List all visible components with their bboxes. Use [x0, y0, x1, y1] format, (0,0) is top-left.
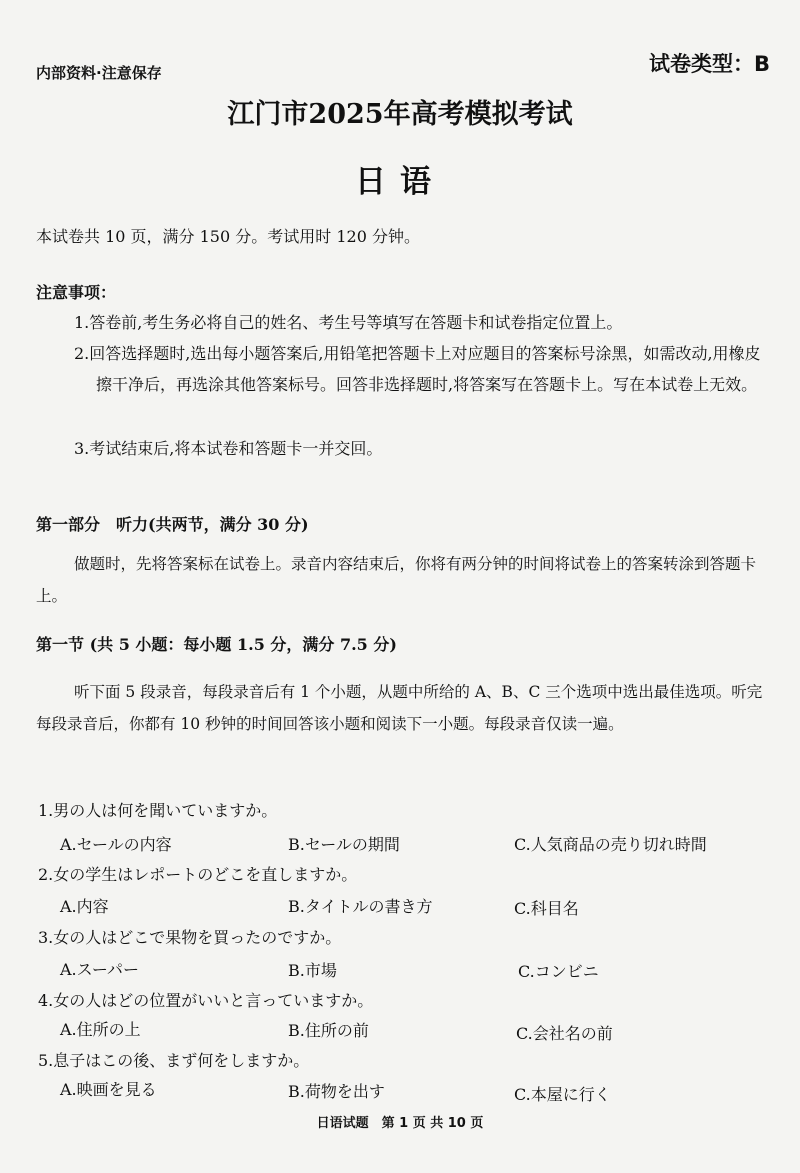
question-4-option-b[interactable]: B.住所の前 [288, 1021, 369, 1040]
question-1-option-b[interactable]: B.セールの期間 [288, 835, 400, 854]
paper-type-label: 试卷类型：B [648, 52, 770, 76]
question-3-option-a[interactable]: A.スーパー [60, 960, 140, 979]
question-5-stem: 5.息子はこの後、まず何をしますか。 [38, 1051, 310, 1070]
question-5-option-a[interactable]: A.映画を見る [60, 1080, 157, 1099]
question-2-option-c[interactable]: C.科目名 [514, 899, 579, 918]
notes-heading: 注意事项： [36, 283, 117, 302]
note-item-3 [74, 433, 774, 464]
question-3-option-c[interactable]: C.コンビニ [518, 962, 599, 981]
question-3-stem: 3.女の人はどこで果物を買ったのですか。 [38, 928, 342, 947]
question-4-option-c[interactable]: C.会社名の前 [516, 1024, 613, 1043]
question-2-option-a[interactable]: A.内容 [60, 897, 109, 916]
exam-title: 江门市2025年高考模拟考试 [227, 99, 573, 130]
note-item-text: 1.答卷前,考生务必将自己的姓名、考生号等填写在答题卡和试卷指定位置上。 [74, 313, 623, 332]
note-item-2 [74, 338, 774, 400]
confidential-label: 内部资料·注意保存 [36, 64, 162, 82]
question-5-option-b[interactable]: B.荷物を出す [288, 1082, 385, 1101]
note-item-text: 2.回答选择题时,选出每小题答案后,用铅笔把答题卡上对应题目的答案标号涂黑，如需改动,用橡皮擦干净后，再选涂其他答案标号。回答非选择题时,将答案写在答题卡上。写在本试卷上无效。 [74, 344, 761, 394]
page-footer: 日语试题 第 1 页 共 10 页 [316, 1116, 484, 1131]
note-item-text: 3.考试结束后,将本试卷和答题卡一并交回。 [74, 439, 383, 458]
question-2-stem: 2.女の学生はレポートのどこを直しますか。 [38, 865, 358, 884]
question-3-option-b[interactable]: B.市場 [288, 961, 337, 980]
question-1-option-a[interactable]: A.セールの内容 [60, 835, 172, 854]
question-1-stem: 1.男の人は何を聞いていますか。 [38, 801, 278, 820]
section1-instruction: 听下面 5 段录音，每段录音后有 1 个小题，从题中所给的 A、B、C 三个选项中选出最佳选项。听完每段录音后，你都有 10 秒钟的时间回答该小题和阅读下一小题。每段录音仅读一遍。 [36, 683, 763, 733]
question-1-option-c[interactable]: C.人気商品の売り切れ時間 [514, 835, 707, 854]
question-4-option-a[interactable]: A.住所の上 [60, 1020, 141, 1039]
part1-instruction: 做题时，先将答案标在试卷上。录音内容结束后，你将有两分钟的时间将试卷上的答案转涂到答题卡上。 [36, 555, 757, 605]
subject-title: 日语 [355, 164, 445, 200]
part1-heading: 第一部分 听力(共两节，满分 30 分) [36, 515, 309, 534]
note-item-1 [74, 307, 774, 338]
exam-intro: 本试卷共 10 页，满分 150 分。考试用时 120 分钟。 [36, 227, 420, 246]
section1-heading: 第一节 (共 5 小题：每小题 1.5 分，满分 7.5 分) [36, 635, 397, 654]
question-2-option-b[interactable]: B.タイトルの書き方 [288, 897, 433, 916]
question-4-stem: 4.女の人はどの位置がいいと言っていますか。 [38, 991, 374, 1010]
question-5-option-c[interactable]: C.本屋に行く [514, 1085, 611, 1104]
